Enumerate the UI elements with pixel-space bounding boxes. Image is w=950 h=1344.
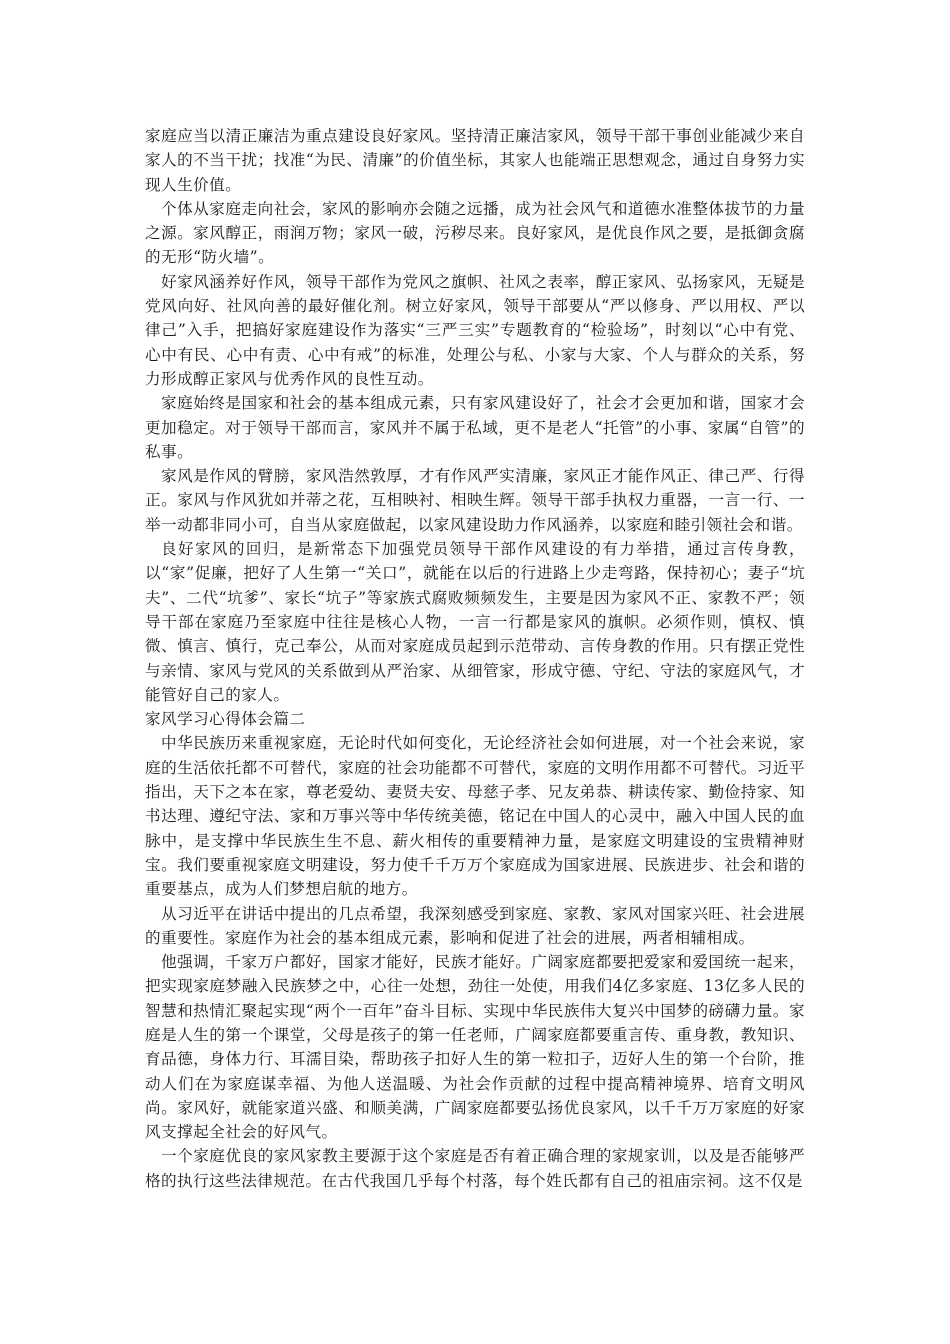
paragraph-1: 家庭应当以清正廉洁为重点建设良好家风。坚持清正廉洁家风，领导干部干事创业能减少来自家人的不当干扰；找准“为民、清廉”的价值坐标，其家人也能端正思想观念，通过自身努力实现人生价值。 [145, 127, 805, 194]
paragraph-5: 家风是作风的臂膀，家风浩然敦厚，才有作风严实清廉，家风正才能作风正、律己严、行得正。家风与作风犹如并蒂之花，互相映衬、相映生辉。领导干部手执权力重器，一言一行、一举一动都非同小可，自当从家庭做起，以家风建设助力作风涵养，以家庭和睦引领社会和谐。 [145, 467, 805, 534]
paragraph-9: 他强调，千家万户都好，国家才能好，民族才能好。广阔家庭都要把爱家和爱国统一起来，把实现家庭梦融入民族梦之中，心往一处想，劲往一处使，用我们4亿多家庭、13亿多人民的智慧和热情汇聚起实现“两个一百年”奋斗目标、实现中华民族伟大复兴中国梦的磅礴力量。家庭是人生的第一个课堂，父母是孩子的第一任老师，广阔家庭都要重言传、重身教，教知识、育品德，身体力行、耳濡目染，帮助孩子扣好人生的第一粒扣子，迈好人生的第一个台阶，推动人们在为家庭谋幸福、为他人送温暖、为社会作贡献的过程中提高精神境界、培育文明风尚。家风好，就能家道兴盛、和顺美满，广阔家庭都要弘扬优良家风，以千千万万家庭的好家风支撑起全社会的好风气。 [145, 953, 805, 1142]
paragraph-3: 好家风涵养好作风，领导干部作为党风之旗帜、社风之表率，醇正家风、弘扬家风，无疑是党风向好、社风向善的最好催化剂。树立好家风，领导干部要从“严以修身、严以用权、严以律己”入手，把搞好家庭建设作为落实“三严三实”专题教育的“检验场”，时刻以“心中有党、心中有民、心中有责、心中有戒”的标准，处理公与私、小家与大家、个人与群众的关系，努力形成醇正家风与优秀作风的良性互动。 [145, 272, 805, 388]
paragraph-10: 一个家庭优良的家风家教主要源于这个家庭是否有着正确合理的家规家训，以及是否能够严格的执行这些法律规范。在古代我国几乎每个村落，每个姓氏都有自己的祖庙宗祠。这不仅是 [145, 1147, 805, 1190]
paragraph-7: 中华民族历来重视家庭，无论时代如何变化，无论经济社会如何进展，对一个社会来说，家庭的生活依托都不可替代，家庭的社会功能都不可替代，家庭的文明作用都不可替代。习近平指出，天下之本在家，尊老爱幼、妻贤夫安、母慈子孝、兄友弟恭、耕读传家、勤俭持家、知书达理、遵纪守法、家和万事兴等中华传统美德，铭记在中国人的心灵中，融入中国人民的血脉中，是支撑中华民族生生不息、薪火相传的重要精神力量，是家庭文明建设的宝贵精神财宝。我们要重视家庭文明建设，努力使千千万万个家庭成为国家进展、民族进步、社会和谐的重要基点，成为人们梦想启航的地方。 [145, 734, 805, 899]
section-heading: 家风学习心得体会篇二 [145, 710, 306, 729]
paragraph-4: 家庭始终是国家和社会的基本组成元素，只有家风建设好了，社会才会更加和谐，国家才会更加稳定。对于领导干部而言，家风并不属于私域，更不是老人“托管”的小事、家属“自管”的私事。 [145, 394, 805, 461]
document-page [145, 124, 805, 1193]
paragraph-2: 个体从家庭走向社会，家风的影响亦会随之远播，成为社会风气和道德水准整体拔节的力量之源。家风醇正，雨润万物；家风一破，污秽尽来。良好家风，是优良作风之要，是抵御贪腐的无形“防火墙”。 [145, 199, 805, 267]
paragraph-6: 良好家风的回归，是新常态下加强党员领导干部作风建设的有力举措，通过言传身教，以“家”促廉，把好了人生第一“关口”，就能在以后的行进路上少走弯路，保持初心；妻子“坑夫”、二代“坑爹”、家长“坑子”等家族式腐败频频发生，主要是因为家风不正、家教不严；领导干部在家庭乃至家庭中往往是核心人物，一言一行都是家风的旗帜。必须作则，慎权、慎微、慎言、慎行，克己奉公，从而对家庭成员起到示范带动、言传身教的作用。只有摆正党性与亲情、家风与党风的关系做到从严治家、从细管家，形成守德、守纪、守法的家庭风气，才能管好自己的家人。 [145, 540, 805, 704]
paragraph-8: 从习近平在讲话中提出的几点希望，我深刻感受到家庭、家教、家风对国家兴旺、社会进展的重要性。家庭作为社会的基本组成元素，影响和促进了社会的进展，两者相辅相成。 [145, 904, 805, 947]
